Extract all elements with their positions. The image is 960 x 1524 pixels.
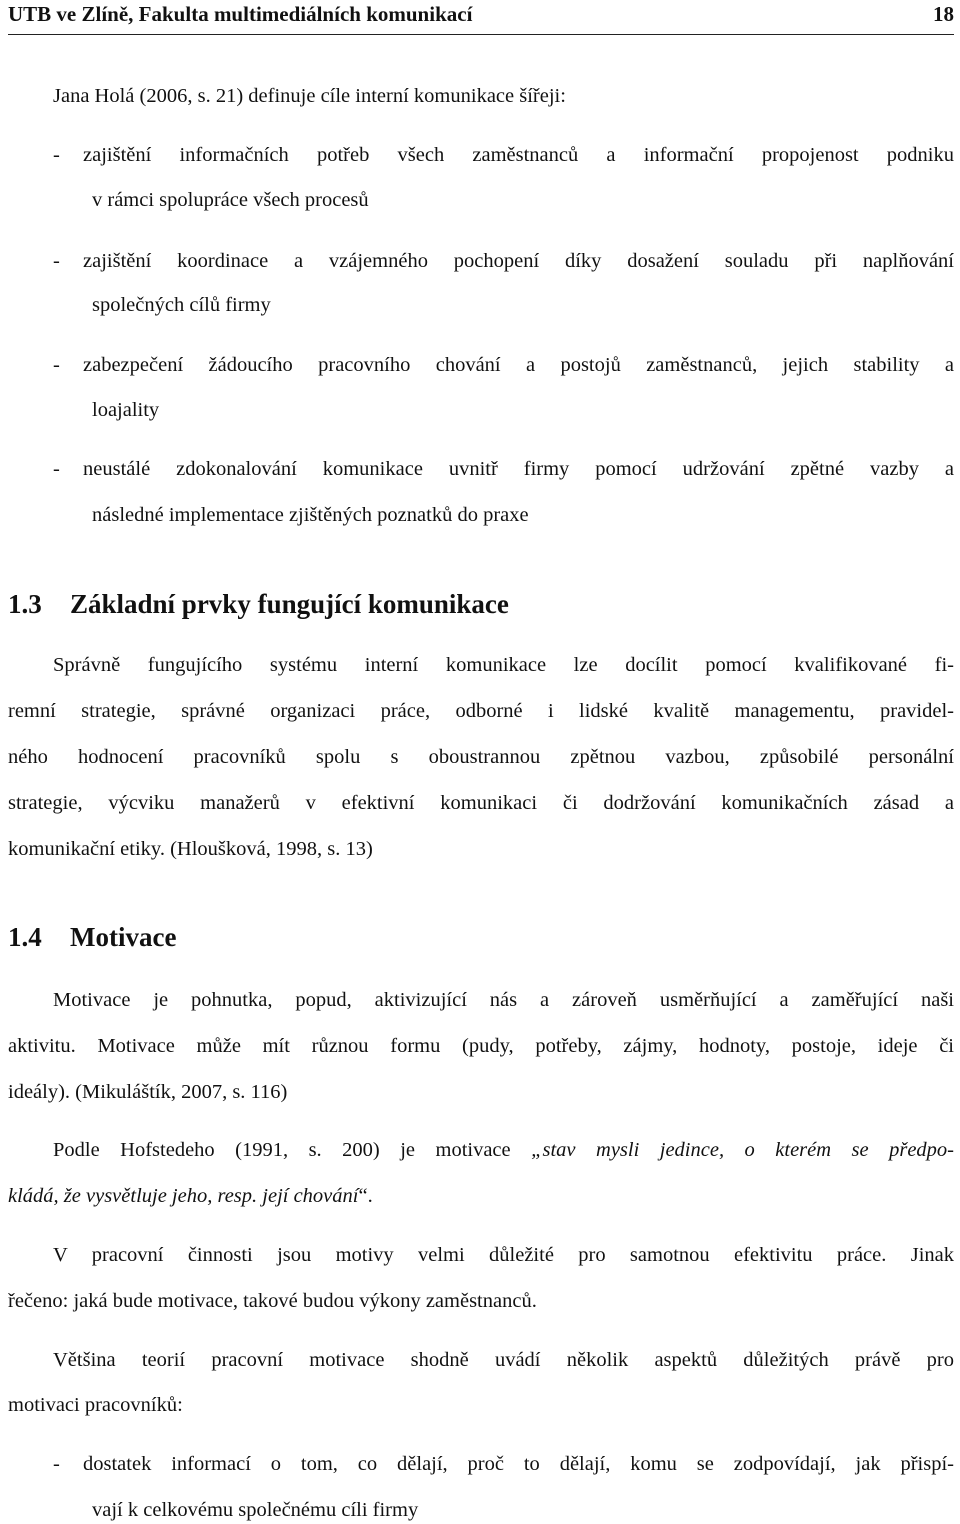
paragraph-line: Motivace je pohnutka, popud, aktivizující nás a zároveň usměrňující a zaměřující naši [53,989,954,1011]
page-header [8,0,954,35]
quote-end: “. [358,1185,373,1207]
list-item-continuation: následné implementace zjištěných poznatků do praxe [92,504,529,526]
paragraph-line: Většina teorií pracovní motivace shodně uvádí několik aspektů důležitých právě pro [53,1349,954,1371]
quote-intro: Podle Hofstedeho (1991, s. 200) je motivace [53,1139,532,1161]
list-item-continuation: společných cílů firmy [92,294,271,316]
header-title: UTB ve Zlíně, Fakulta multimediálních komunikací [8,2,473,26]
list-dash: - [53,144,60,166]
quote-text: „stav mysli jedince, o kterém se předpo- [531,1139,954,1161]
list-item-text: zajištění informačních potřeb všech zaměstnanců a informační propojenost podniku [83,144,954,166]
quote-text: kládá, že vysvětluje jeho, resp. její chování [8,1185,359,1207]
list-item-text: zabezpečení žádoucího pracovního chování a postojů zaměstnanců, jejich stability a [83,354,954,376]
paragraph-line [8,1182,954,1210]
list-item-continuation: loajality [92,399,160,421]
intro-paragraph: Jana Holá (2006, s. 21) definuje cíle interní komunikace šířeji: [53,85,566,107]
list-dash: - [53,1453,60,1475]
paragraph-line: ného hodnocení pracovníků spolu s oboustrannou zpětnou vazbou, způsobilé personální [8,746,954,768]
section-number: 1.4 [8,922,42,952]
section-title: Základní prvky fungující komunikace [70,589,509,619]
list-dash: - [53,458,60,480]
list-item-text: zajištění koordinace a vzájemného pochopení díky dosažení souladu při naplňování [83,250,954,272]
paragraph-line: řečeno: jaká bude motivace, takové budou výkony zaměstnanců. [8,1290,537,1312]
list-item-continuation: vají k celkovému společnému cíli firmy [92,1499,419,1521]
paragraph-line: Správně fungujícího systému interní komunikace lze docílit pomocí kvalifikované fi- [53,654,954,676]
list-dash: - [53,354,60,376]
paragraph-line: ideály). (Mikuláštík, 2007, s. 116) [8,1081,288,1103]
section-heading [8,587,509,621]
section-number: 1.3 [8,589,42,619]
paragraph-line: remní strategie, správné organizaci práce, odborné i lidské kvalitě managementu, pravidel- [8,700,954,722]
list-dash: - [53,250,60,272]
paragraph-line: strategie, výcviku manažerů v efektivní komunikaci či dodržování komunikačních zásad a [8,792,954,814]
paragraph-line: motivaci pracovníků: [8,1394,183,1416]
section-heading [8,920,176,954]
section-title: Motivace [70,922,177,952]
list-item-text: neustálé zdokonalování komunikace uvnitř firmy pomocí udržování zpětné vazby a [83,458,954,480]
list-item-text: dostatek informací o tom, co dělají, proč to dělají, komu se zodpovídají, jak přispí- [83,1453,954,1475]
page-number: 18 [933,2,954,26]
list-item-continuation: v rámci spolupráce všech procesů [92,189,369,211]
paragraph-line [53,1136,954,1164]
paragraph-line: aktivitu. Motivace může mít různou formu (pudy, potřeby, zájmy, hodnoty, postoje, ideje či [8,1035,954,1057]
paragraph-line: V pracovní činnosti jsou motivy velmi důležité pro samotnou efektivitu práce. Jinak [53,1244,954,1266]
paragraph-line: komunikační etiky. (Hloušková, 1998, s. 13) [8,838,373,860]
